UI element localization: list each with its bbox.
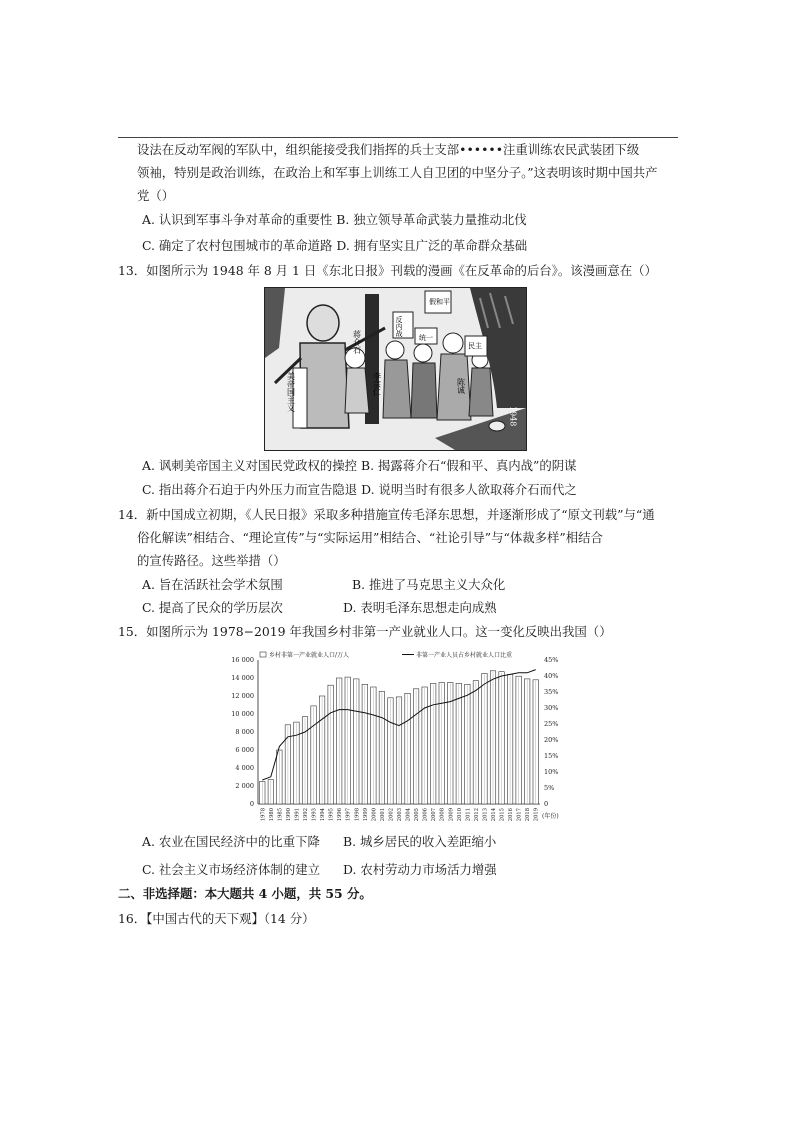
x-tick-label: 2005 — [414, 808, 421, 822]
x-tick-label: 1997 — [345, 808, 352, 822]
y-right-tick-label: 30% — [544, 704, 559, 712]
x-tick-label: 1991 — [294, 808, 301, 822]
y-right-tick-label: 0 — [544, 800, 549, 808]
x-tick-label: 2000 — [371, 808, 378, 822]
q14-line-2: 俗化解读”相结合、“理论宣传”与“实际运用”相结合、“社论引导”与“体裁多样”相结合 — [137, 530, 603, 545]
y-left-tick-label: 0 — [249, 800, 254, 808]
y-left-tick-label: 2 000 — [235, 782, 254, 790]
legend-line-label: 非第一产业人员占乡村就业人口比重 — [416, 652, 513, 659]
section-2-heading: 二、非选择题：本大题共 4 小题，共 55 分。 — [118, 886, 372, 901]
x-tick-label: 2004 — [405, 808, 412, 822]
legend-bar-label: 乡村非第一产业就业人口/万人 — [269, 652, 350, 659]
q12-line-2: 领袖，特别是政治训练，在政治上和军事上训练工人自卫团的中坚分子。”这表明该时期中国共产 — [137, 165, 658, 180]
q14-line-3: 的宣传路径。这些举措（） — [137, 553, 286, 568]
x-tick-label: 2006 — [422, 808, 429, 822]
q12-line-3: 党（） — [137, 188, 175, 203]
y-left-tick-label: 6 000 — [235, 746, 254, 754]
x-tick-label: 1994 — [320, 808, 327, 822]
q12-options-ab[interactable]: A. 认识到军事斗争对革命的重要性 B. 独立领导革命武装力量推动北伐 — [142, 212, 527, 227]
x-tick-label: 1990 — [285, 808, 292, 822]
y-right-tick-label: 5% — [544, 784, 555, 792]
q14-option-c[interactable]: C. 提高了民众的学历层次 — [142, 600, 283, 615]
cartoon-label-us: 美帝国主义 — [286, 372, 296, 412]
x-tick-label: 2018 — [525, 808, 532, 822]
x-tick-label: 2014 — [491, 808, 497, 822]
q13-options-cd[interactable]: C. 指出蒋介石迫于内外压力而宣告隐退 D. 说明当时有很多人欲取蒋介石而代之 — [142, 482, 577, 497]
cartoon-image — [264, 287, 527, 451]
y-left-tick-label: 8 000 — [235, 728, 254, 736]
x-tick-label: 1992 — [303, 808, 309, 822]
q15-option-a[interactable]: A. 农业在国民经济中的比重下降 — [142, 834, 320, 849]
y-right-tick-label: 25% — [544, 720, 559, 728]
y-left-tick-label: 4 000 — [235, 764, 254, 772]
y-right-tick-label: 15% — [544, 752, 559, 760]
cartoon-label-anti-war: 反内战 — [395, 316, 403, 337]
x-tick-label: 2008 — [439, 808, 446, 822]
x-tick-label: 2010 — [456, 808, 463, 822]
x-tick-label: 2009 — [448, 808, 455, 822]
x-tick-label: 2011 — [465, 808, 472, 822]
x-tick-label: 2016 — [508, 808, 515, 822]
x-tick-label: 2012 — [473, 808, 480, 822]
y-left-tick-label: 12 000 — [231, 692, 254, 700]
employment-chart — [222, 650, 582, 830]
y-left-tick-label: 16 000 — [231, 656, 254, 664]
q15-option-c[interactable]: C. 社会主义市场经济体制的建立 — [142, 862, 320, 877]
q12-options-cd[interactable]: C. 确定了农村包围城市的革命道路 D. 拥有坚实且广泛的革命群众基础 — [142, 238, 528, 253]
q14-option-b[interactable]: B. 推进了马克思主义大众化 — [352, 577, 506, 592]
header-rule — [118, 137, 678, 138]
x-tick-label: 1998 — [354, 808, 361, 822]
q15-option-b[interactable]: B. 城乡居民的收入差距缩小 — [343, 834, 497, 849]
x-tick-label: 2017 — [516, 808, 523, 822]
x-tick-label: 1985 — [277, 808, 284, 822]
x-axis-unit: (年份) — [542, 813, 559, 820]
q14-option-a[interactable]: A. 旨在活跃社会学术氛围 — [142, 577, 283, 592]
q16-heading: 16．【中国古代的天下观】（14 分） — [118, 911, 315, 926]
x-tick-label: 2013 — [482, 808, 489, 822]
q13-options-ab[interactable]: A. 讽刺美帝国主义对国民党政权的操控 B. 揭露蒋介石“假和平、真内战”的阴谋 — [142, 458, 577, 473]
x-tick-label: 1995 — [328, 808, 335, 822]
x-tick-label: 2019 — [533, 808, 540, 822]
q14-line-1: 14．新中国成立初期，《人民日报》采取多种措施宣传毛泽东思想，并逐渐形成了“原文刊载”与“通 — [118, 507, 655, 522]
y-right-tick-label: 20% — [544, 736, 559, 744]
cartoon-label-year: 1948 — [508, 406, 518, 427]
y-right-tick-label: 45% — [544, 656, 559, 664]
cartoon-label-unity: 统一 — [419, 334, 433, 342]
cartoon-label-democracy: 民主 — [468, 342, 482, 350]
y-right-tick-label: 40% — [544, 672, 559, 680]
x-tick-label: 2003 — [397, 808, 403, 822]
q15-stem: 15．如图所示为 1978−2019 年我国乡村非第一产业就业人口。这一变化反映出我国（） — [118, 624, 612, 639]
q14-option-d[interactable]: D. 表明毛泽东思想走向成熟 — [343, 600, 497, 615]
cartoon-drawing — [265, 288, 526, 450]
cartoon-label-chiang: 蒋介石 — [352, 330, 362, 354]
x-tick-label: 1980 — [268, 808, 275, 822]
q13-stem: 13．如图所示为 1948 年 8 月 1 日《东北日报》刊载的漫画《在反革命的后台》。该漫画意在（） — [118, 263, 657, 278]
x-tick-label: 1978 — [260, 808, 267, 822]
q12-line-1: 设法在反动军阀的军队中，组织能接受我们指挥的兵士支部••••••注重训练农民武装团下级 — [137, 142, 640, 157]
cartoon-label-chen: 陈诚 — [456, 378, 466, 394]
q15-option-d[interactable]: D. 农村劳动力市场活力增强 — [343, 862, 497, 877]
y-right-tick-label: 10% — [544, 768, 559, 776]
x-tick-label: 1999 — [362, 808, 369, 822]
y-left-tick-label: 10 000 — [231, 710, 254, 718]
x-tick-label: 1993 — [311, 808, 318, 822]
legend-bar-swatch — [260, 652, 266, 657]
y-right-tick-label: 35% — [544, 688, 559, 696]
x-tick-label: 2002 — [388, 808, 395, 822]
x-tick-label: 2001 — [379, 808, 386, 822]
x-tick-label: 1996 — [337, 808, 344, 822]
x-tick-label: 2007 — [431, 808, 438, 822]
x-tick-label: 2015 — [499, 808, 506, 822]
cartoon-label-fake-peace: 假和平 — [429, 298, 450, 306]
y-left-tick-label: 14 000 — [231, 674, 254, 682]
cartoon-label-li: 李宗仁 — [372, 372, 382, 396]
